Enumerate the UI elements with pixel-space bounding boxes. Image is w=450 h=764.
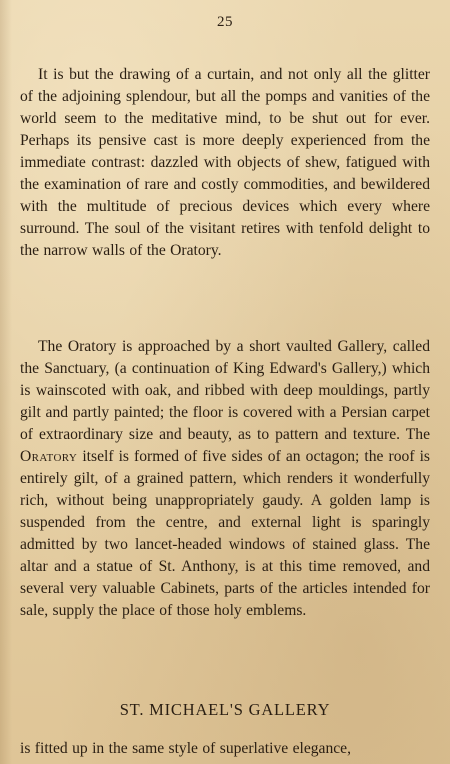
page-edge-shadow xyxy=(0,0,12,764)
page-number: 25 xyxy=(217,14,233,30)
paragraph-gallery-continuation: is fitted up in the same style of superlative elegance, xyxy=(20,739,351,757)
paragraph-oratory-intro: It is but the drawing of a curtain, and not only all the glitter of the adjoining splendour, but all the pomps and vanities of the world seem to the meditative mind, to be shut out for ever. Perhaps its pensive cast is more deeply experienced from the immediate contrast: dazzled with objects of shew, fatigued with the examination of rare and costly commodities, and bewildered with the multitude of precious devices which every where surround. The soul of the visitant retires with tenfold delight to the narrow walls of the Oratory. xyxy=(20,65,430,259)
section-heading: ST. MICHAEL'S GALLERY xyxy=(119,700,331,719)
small-caps-term: Oratory xyxy=(20,447,78,465)
paragraph-oratory-description xyxy=(20,336,430,622)
paragraph-text-segment: itself is formed of five sides of an octagon; the roof is entirely gilt, of a grained pattern, which renders it wonderfully rich, without being unappropriately gaudy. A golden lamp is suspended from the centre, and external light is sparingly admitted by two lancet-headed windows of stained glass. The altar and a statue of St. Anthony, is at this time removed, and several very valuable Cabinets, parts of the articles intended for sale, supply the place of those holy emblems. xyxy=(20,447,430,619)
paragraph-text-segment: The Oratory is approached by a short vaulted Gallery, called the Sanctuary, (a continuation of King Edward's Gallery,) which is wainscoted with oak, and ribbed with deep mouldings, partly gilt and partly painted; the floor is covered with a Persian carpet of extraordinary size and beauty, as to pattern and texture. The xyxy=(20,337,430,443)
